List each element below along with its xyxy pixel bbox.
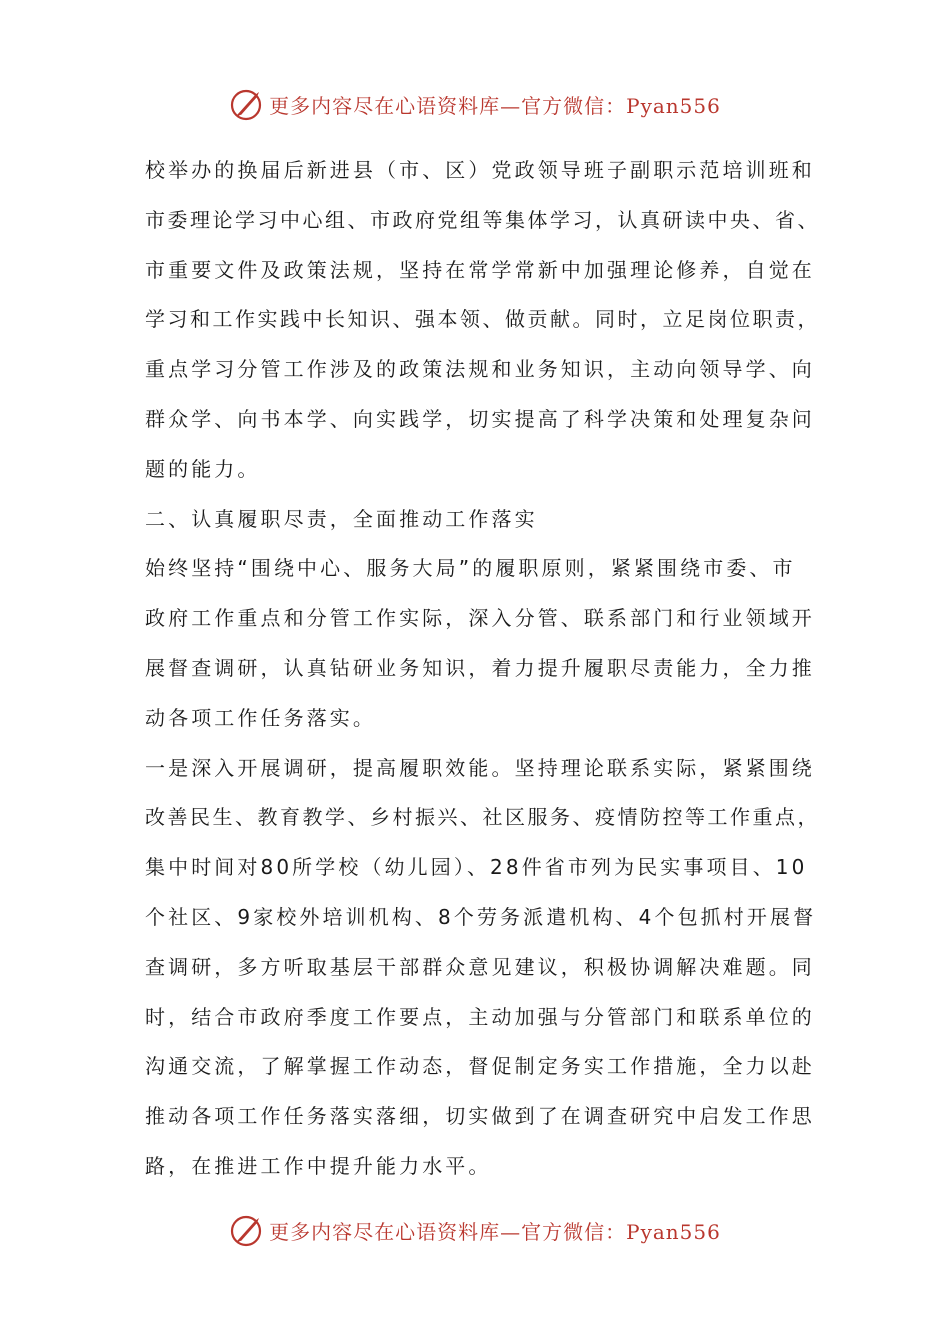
- text-line: 题的能力。: [145, 456, 261, 481]
- text-line: 展督查调研，认真钻研业务知识，着力提升履职尽责能力，全力推: [145, 655, 815, 680]
- text-line: 学习和工作实践中长知识、强本领、做贡献。同时，立足岗位职责，: [145, 307, 820, 332]
- text-line: 重点学习分管工作涉及的政策法规和业务知识，主动向领导学、向: [145, 357, 815, 382]
- header-watermark-text: 更多内容尽在心语资料库—官方微信：Pyan556: [269, 93, 721, 118]
- text-line: 个社区、9家校外培训机构、8个劳务派遣机构、4个包抓村开展督: [145, 904, 817, 929]
- text-line: 始终坚持“围绕中心、服务大局”的履职原则，紧紧围绕市委、市: [145, 556, 796, 581]
- text-line: 改善民生、教育教学、乡村振兴、社区服务、疫情防控等工作重点，: [145, 805, 820, 830]
- text-line: 动各项工作任务落实。: [145, 705, 376, 730]
- text-line: 一是深入开展调研，提高履职效能。坚持理论联系实际，紧紧围绕: [145, 755, 815, 780]
- text-line: 集中时间对80所学校（幼儿园）、28件省市列为民实事项目、10: [145, 855, 808, 880]
- text-line: 校举办的换届后新进县（市、区）党政领导班子副职示范培训班和: [145, 158, 815, 182]
- quill-logo-icon: [229, 86, 265, 122]
- header-watermark: [0, 82, 950, 126]
- text-line: 查调研，多方听取基层干部群众意见建议，积极协调解决难题。同: [145, 954, 815, 979]
- text-line: 路，在推进工作中提升能力水平。: [145, 1153, 492, 1178]
- text-line: 政府工作重点和分管工作实际，深入分管、联系部门和行业领域开: [145, 606, 815, 631]
- text-line: 市重要文件及政策法规，坚持在常学常新中加强理论修养，自觉在: [145, 257, 815, 282]
- header-watermark-content: [229, 86, 721, 122]
- section-heading: 二、认真履职尽责，全面推动工作落实: [145, 506, 538, 531]
- text-line: 推动各项工作任务落实落细，切实做到了在调查研究中启发工作思: [145, 1104, 815, 1129]
- text-line: 时，结合市政府季度工作要点，主动加强与分管部门和联系单位的: [145, 1004, 815, 1029]
- footer-watermark-content: [229, 1212, 721, 1248]
- text-line: 群众学、向书本学、向实践学，切实提高了科学决策和处理复杂问: [145, 406, 815, 431]
- quill-logo-icon: [229, 1212, 265, 1248]
- footer-watermark: [0, 1208, 950, 1252]
- text-line: 市委理论学习中心组、市政府党组等集体学习，认真研读中央、省、: [145, 207, 820, 232]
- document-body: [145, 146, 825, 1192]
- text-line: 沟通交流，了解掌握工作动态，督促制定务实工作措施，全力以赴: [145, 1054, 815, 1079]
- footer-watermark-text: 更多内容尽在心语资料库—官方微信：Pyan556: [269, 1219, 721, 1244]
